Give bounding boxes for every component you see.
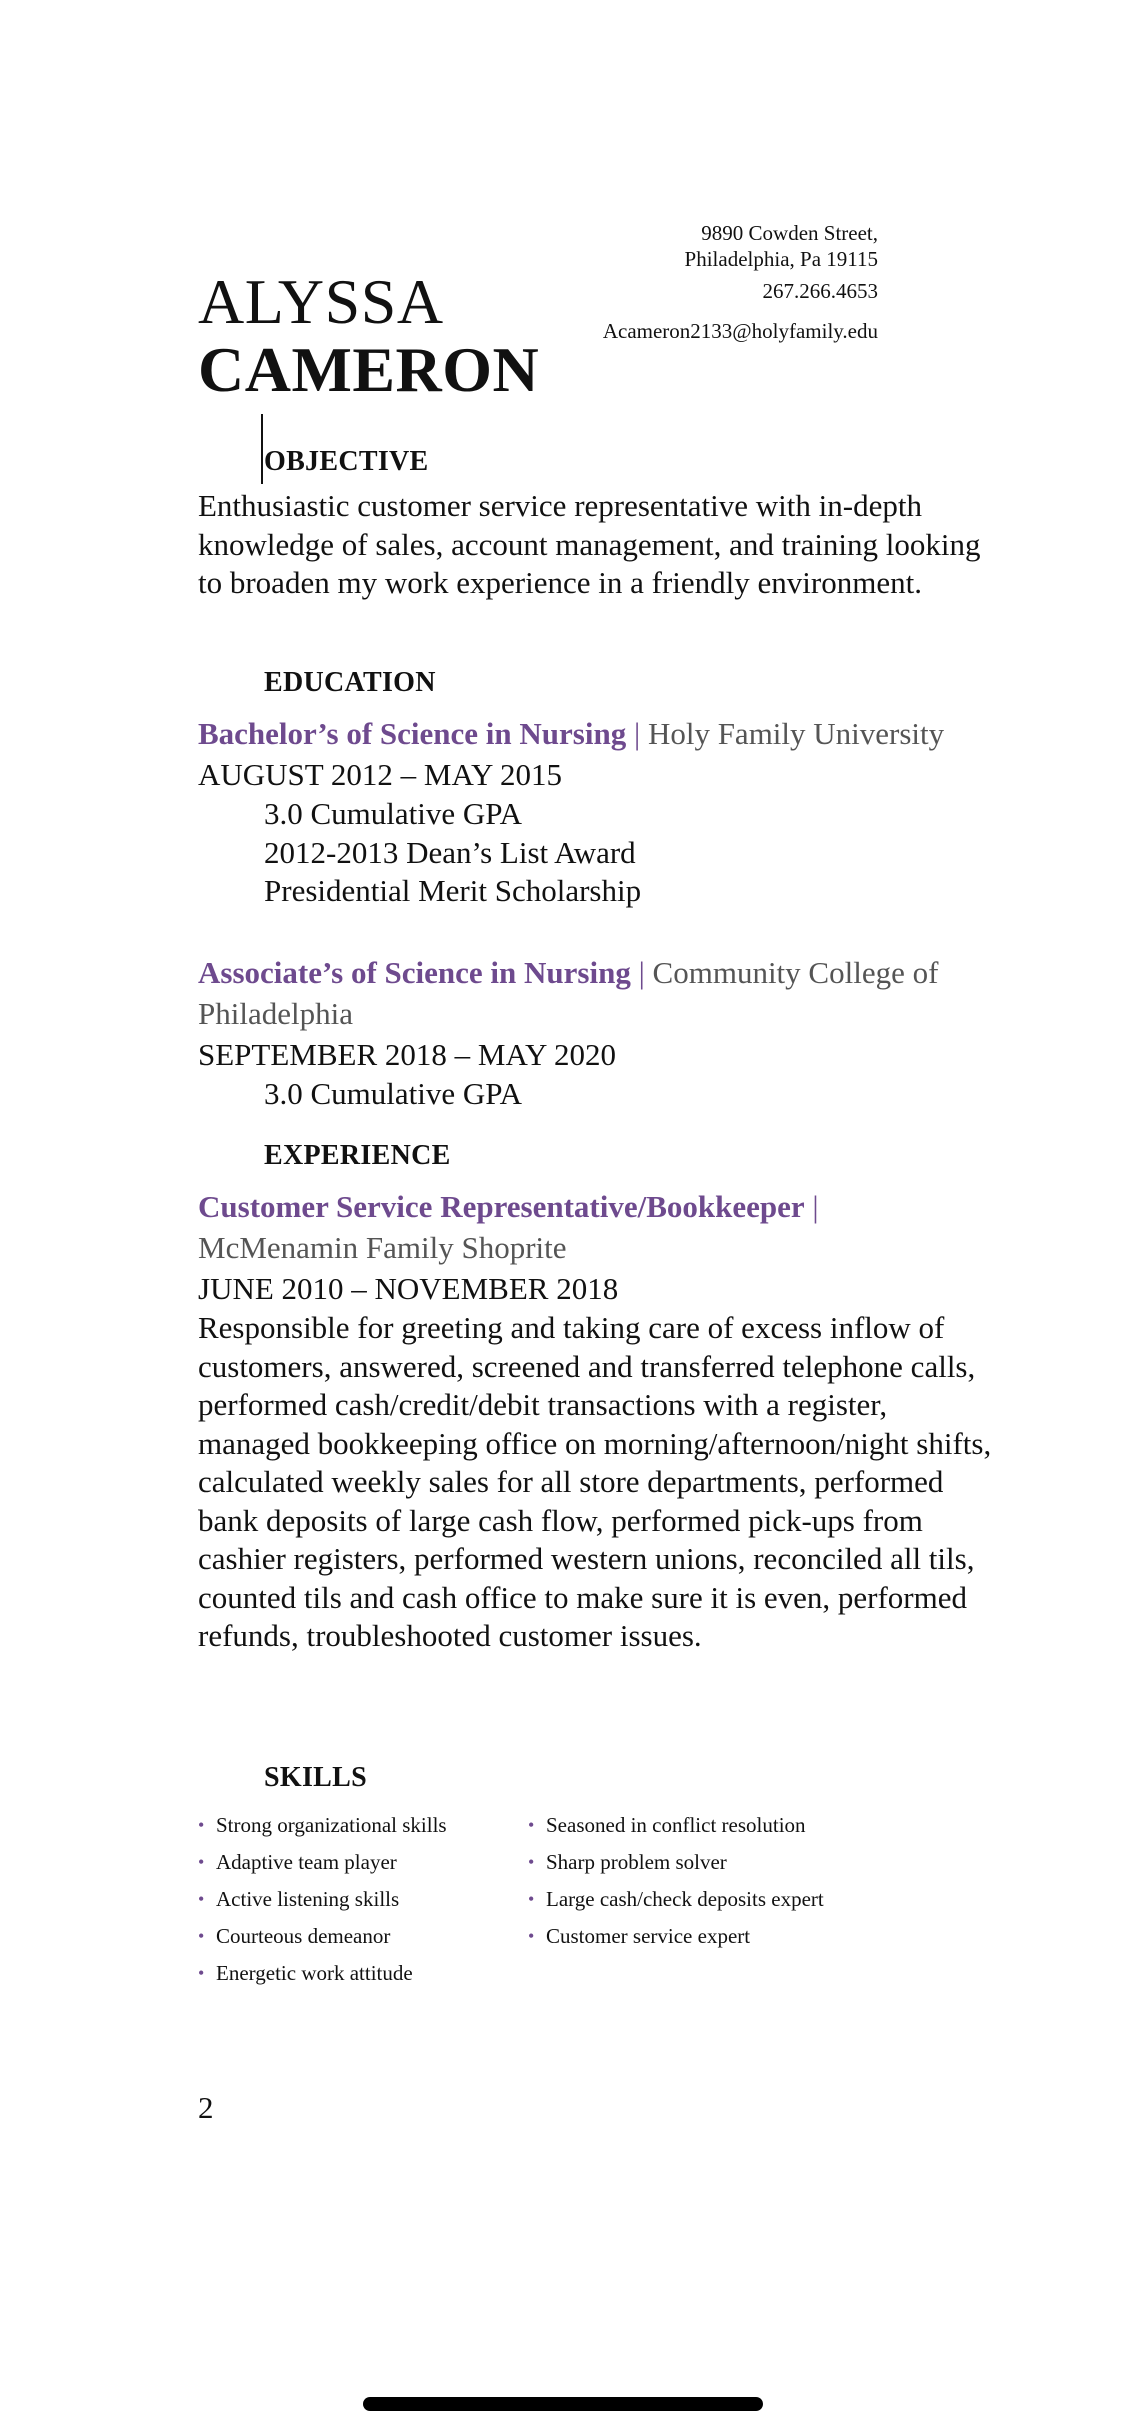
bullet-icon: •	[528, 1926, 535, 1946]
skill-label: Adaptive team player	[216, 1850, 397, 1874]
email-address: Acameron2133@holyfamily.edu	[602, 319, 878, 343]
skill-label: Energetic work attitude	[216, 1961, 413, 1985]
skill-label: Large cash/check deposits expert	[546, 1887, 824, 1911]
education-detail: 3.0 Cumulative GPA	[264, 1076, 523, 1111]
address-line-1: 9890 Cowden Street,	[701, 221, 878, 245]
objective-heading: OBJECTIVE	[264, 446, 429, 477]
job-dates: JUNE 2010 – NOVEMBER 2018	[198, 1271, 619, 1306]
bullet-icon: •	[528, 1815, 535, 1835]
bullet-icon: •	[528, 1852, 535, 1872]
skill-label: Courteous demeanor	[216, 1924, 391, 1948]
contact-block	[588, 220, 878, 344]
experience-entry	[198, 1186, 998, 1656]
skill-label: Sharp problem solver	[546, 1850, 727, 1874]
skill-item	[528, 1918, 858, 1955]
education-detail: Presidential Merit Scholarship	[264, 873, 642, 908]
home-indicator[interactable]	[363, 2397, 763, 2411]
education-detail: 3.0 Cumulative GPA	[264, 796, 523, 831]
education-heading: EDUCATION	[264, 667, 436, 698]
separator: |	[804, 1189, 819, 1224]
candidate-name	[198, 268, 539, 404]
page-number: 2	[198, 2090, 214, 2125]
skill-item	[528, 1844, 858, 1881]
skill-item	[198, 1955, 528, 1992]
address-line-2: Philadelphia, Pa 19115	[684, 247, 878, 271]
bullet-icon: •	[198, 1963, 205, 1983]
skill-label: Active listening skills	[216, 1887, 400, 1911]
school-name: Holy Family University	[647, 716, 945, 751]
experience-heading: EXPERIENCE	[264, 1140, 451, 1171]
education-entry	[198, 713, 998, 911]
last-name: CAMERON	[198, 334, 540, 405]
objective-text: Enthusiastic customer service representative with in-depth knowledge of sales, account management, and training looking to broaden my work experience in a friendly environment.	[198, 488, 981, 600]
bullet-icon: •	[198, 1889, 205, 1909]
education-entry	[198, 952, 998, 1114]
bullet-icon: •	[528, 1889, 535, 1909]
first-name: ALYSSA	[198, 266, 444, 337]
bullet-icon: •	[198, 1926, 205, 1946]
bullet-icon: •	[198, 1852, 205, 1872]
skill-item	[198, 1844, 528, 1881]
education-dates: AUGUST 2012 – MAY 2015	[198, 757, 563, 792]
skills-heading: SKILLS	[264, 1762, 367, 1793]
job-description: Responsible for greeting and taking care of excess inflow of customers, answered, screened and transferred telephone calls, performed cash/credit/debit transactions with a register, managed bookkeeping office on morning/afternoon/night shifts, calculated weekly sales for all store departments, performed bank deposits of large cash flow, performed pick-ups from cashier registers, performed western unions, reconciled all tils, counted tils and cash office to make sure it is even, performed refunds, troubleshooted customer issues.	[198, 1310, 992, 1653]
skill-label: Strong organizational skills	[216, 1813, 447, 1837]
job-title: Customer Service Representative/Bookkeeper	[198, 1189, 805, 1224]
separator: |	[630, 955, 653, 990]
skills-list	[198, 1807, 898, 1992]
phone-number: 267.266.4653	[762, 279, 878, 303]
skill-item	[528, 1807, 858, 1844]
skill-item	[198, 1881, 528, 1918]
skill-item	[528, 1881, 858, 1918]
bullet-icon: •	[198, 1815, 205, 1835]
text-cursor	[261, 414, 263, 484]
education-dates: SEPTEMBER 2018 – MAY 2020	[198, 1037, 616, 1072]
skill-item	[198, 1807, 528, 1844]
skill-label: Customer service expert	[546, 1924, 751, 1948]
degree-title: Bachelor’s of Science in Nursing	[198, 716, 627, 751]
education-detail: 2012-2013 Dean’s List Award	[264, 834, 636, 870]
skill-label: Seasoned in conflict resolution	[546, 1813, 806, 1837]
separator: |	[626, 716, 648, 751]
company-name: McMenamin Family Shoprite	[198, 1230, 567, 1265]
school-name: Community College of Philadelphia	[198, 955, 939, 1031]
skill-item	[198, 1918, 528, 1955]
degree-title: Associate’s of Science in Nursing	[198, 955, 631, 990]
